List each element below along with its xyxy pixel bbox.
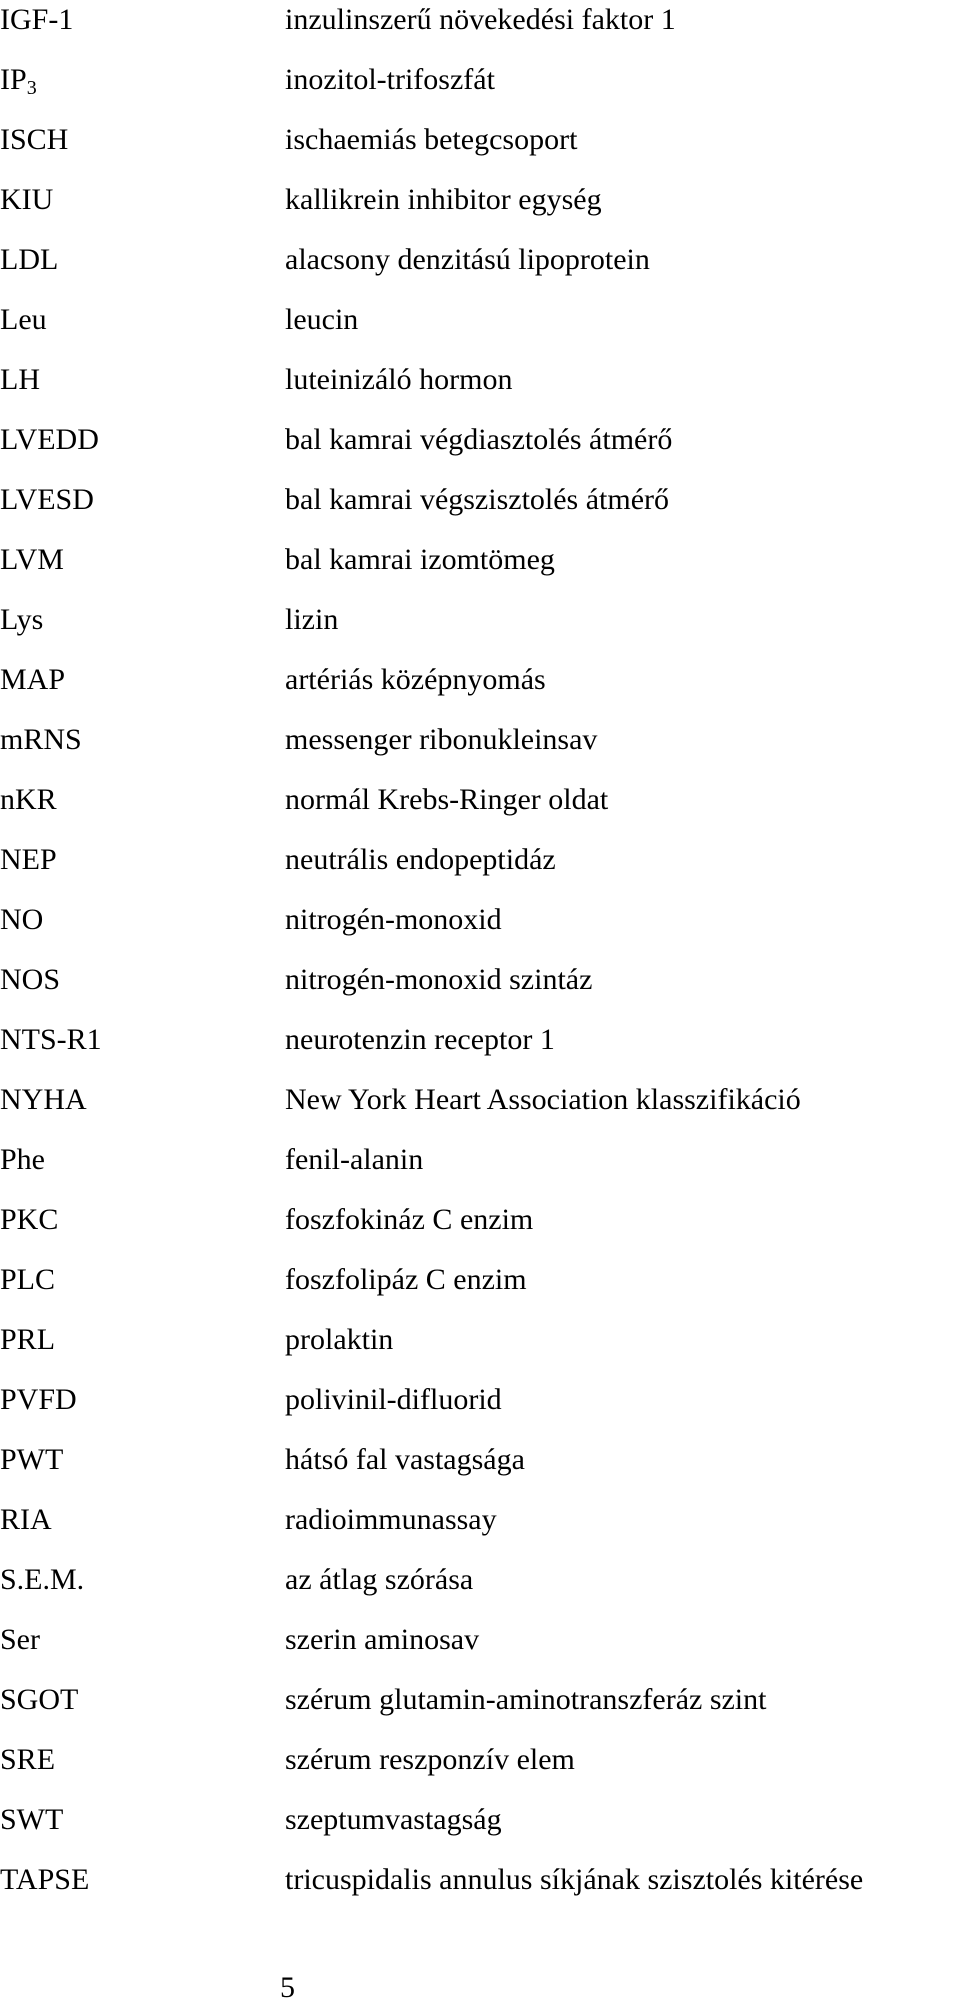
abbreviation-row — [0, 1680, 960, 1740]
abbreviation-row — [0, 1200, 960, 1260]
abbreviation-term: SRE — [0, 1743, 56, 1776]
abbreviation-term: Lys — [0, 603, 44, 636]
abbreviation-definition: inzulinszerű növekedési faktor 1 — [285, 3, 676, 36]
abbreviation-row — [0, 600, 960, 660]
abbreviation-row — [0, 0, 960, 60]
abbreviation-term: LVEDD — [0, 423, 99, 456]
abbreviation-row — [0, 60, 960, 120]
abbreviation-row — [0, 1080, 960, 1140]
abbreviation-row — [0, 1800, 960, 1860]
abbreviation-definition: bal kamrai végdiasztolés átmérő — [285, 423, 673, 456]
abbreviation-term: S.E.M. — [0, 1563, 85, 1596]
abbreviation-term: LVESD — [0, 483, 94, 516]
abbreviation-row — [0, 1260, 960, 1320]
abbreviation-definition: bal kamrai izomtömeg — [285, 543, 555, 576]
abbreviation-term — [0, 60, 37, 100]
abbreviation-definition: fenil-alanin — [285, 1143, 424, 1176]
abbreviation-definition: hátsó fal vastagsága — [285, 1443, 525, 1476]
abbreviation-definition: alacsony denzitású lipoprotein — [285, 243, 650, 276]
abbreviation-definition: az átlag szórása — [285, 1563, 474, 1596]
abbreviation-definition: bal kamrai végszisztolés átmérő — [285, 483, 670, 516]
abbreviation-term: MAP — [0, 663, 66, 696]
abbreviation-row — [0, 1140, 960, 1200]
abbreviation-definition: szeptumvastagság — [285, 1803, 502, 1836]
abbreviation-definition: messenger ribonukleinsav — [285, 723, 598, 756]
abbreviation-definition: lizin — [285, 603, 339, 636]
abbreviation-row — [0, 1620, 960, 1680]
abbreviation-term: PWT — [0, 1443, 64, 1476]
abbreviation-definition: foszfokináz C enzim — [285, 1203, 534, 1236]
abbreviation-definition: kallikrein inhibitor egység — [285, 183, 602, 216]
abbreviation-definition: luteinizáló hormon — [285, 363, 513, 396]
abbreviation-term: LDL — [0, 243, 59, 276]
abbreviation-term: NEP — [0, 843, 57, 876]
abbreviation-term: PKC — [0, 1203, 59, 1236]
abbreviation-row — [0, 120, 960, 180]
abbreviation-term: PVFD — [0, 1383, 77, 1416]
abbreviation-row — [0, 1740, 960, 1800]
abbreviation-definition: szérum glutamin-aminotranszferáz szint — [285, 1683, 767, 1716]
abbreviation-row — [0, 1440, 960, 1500]
abbreviation-row — [0, 1320, 960, 1380]
abbreviation-row — [0, 900, 960, 960]
abbreviation-definition: szérum reszponzív elem — [285, 1743, 575, 1776]
abbreviation-definition: nitrogén-monoxid — [285, 903, 502, 936]
abbreviation-definition: radioimmunassay — [285, 1503, 497, 1536]
abbreviation-term: RIA — [0, 1503, 52, 1536]
abbreviation-term: NOS — [0, 963, 61, 996]
abbreviation-definition: New York Heart Association klasszifikáció — [285, 1083, 801, 1116]
abbreviation-row — [0, 300, 960, 360]
abbreviation-term: Ser — [0, 1623, 40, 1656]
abbreviation-term: PRL — [0, 1323, 56, 1356]
abbreviation-term: LVM — [0, 543, 64, 576]
page-number: 5 — [280, 1971, 295, 2004]
abbreviation-term: NTS-R1 — [0, 1023, 102, 1056]
abbreviation-term: NYHA — [0, 1083, 87, 1116]
abbreviation-definition: normál Krebs-Ringer oldat — [285, 783, 609, 816]
abbreviation-term: KIU — [0, 183, 54, 216]
abbreviation-row — [0, 360, 960, 420]
abbreviation-definition: polivinil-difluorid — [285, 1383, 502, 1416]
abbreviation-definition: leucin — [285, 303, 359, 336]
abbreviation-definition: neurotenzin receptor 1 — [285, 1023, 555, 1056]
abbreviation-row — [0, 1560, 960, 1620]
abbreviation-row — [0, 180, 960, 240]
abbreviation-row — [0, 480, 960, 540]
abbreviation-term: mRNS — [0, 723, 82, 756]
abbreviation-term: TAPSE — [0, 1863, 90, 1896]
abbreviation-definition: ischaemiás betegcsoport — [285, 123, 578, 156]
abbreviation-term-subscript: 3 — [26, 77, 37, 99]
abbreviation-definition: artériás középnyomás — [285, 663, 546, 696]
abbreviation-term: IGF-1 — [0, 3, 74, 36]
abbreviation-term: Phe — [0, 1143, 45, 1176]
abbreviation-definition: prolaktin — [285, 1323, 394, 1356]
abbreviation-definition: foszfolipáz C enzim — [285, 1263, 527, 1296]
abbreviation-row — [0, 540, 960, 600]
abbreviation-term: PLC — [0, 1263, 56, 1296]
abbreviation-definition: szerin aminosav — [285, 1623, 480, 1656]
abbreviation-term: ISCH — [0, 123, 69, 156]
abbreviation-row — [0, 1020, 960, 1080]
abbreviation-row — [0, 840, 960, 900]
abbreviation-row — [0, 240, 960, 300]
abbreviation-row — [0, 720, 960, 780]
abbreviation-row — [0, 1500, 960, 1560]
abbreviation-term: nKR — [0, 783, 57, 816]
abbreviation-row — [0, 780, 960, 840]
abbreviation-row — [0, 960, 960, 1020]
abbreviation-term: SGOT — [0, 1683, 79, 1716]
abbreviation-row — [0, 1380, 960, 1440]
abbreviation-row — [0, 660, 960, 720]
abbreviation-row — [0, 1860, 960, 1920]
abbreviation-row — [0, 420, 960, 480]
abbreviation-term: SWT — [0, 1803, 64, 1836]
abbreviation-term: Leu — [0, 303, 47, 336]
abbreviation-definition: inozitol-trifoszfát — [285, 63, 495, 96]
abbreviation-definition: tricuspidalis annulus síkjának szisztolés kitérése — [285, 1863, 864, 1896]
abbreviation-definition: nitrogén-monoxid szintáz — [285, 963, 593, 996]
abbreviation-term: NO — [0, 903, 44, 936]
abbreviation-term-base: IP — [0, 63, 27, 96]
abbreviation-term: LH — [0, 363, 40, 396]
abbreviation-definition: neutrális endopeptidáz — [285, 843, 556, 876]
